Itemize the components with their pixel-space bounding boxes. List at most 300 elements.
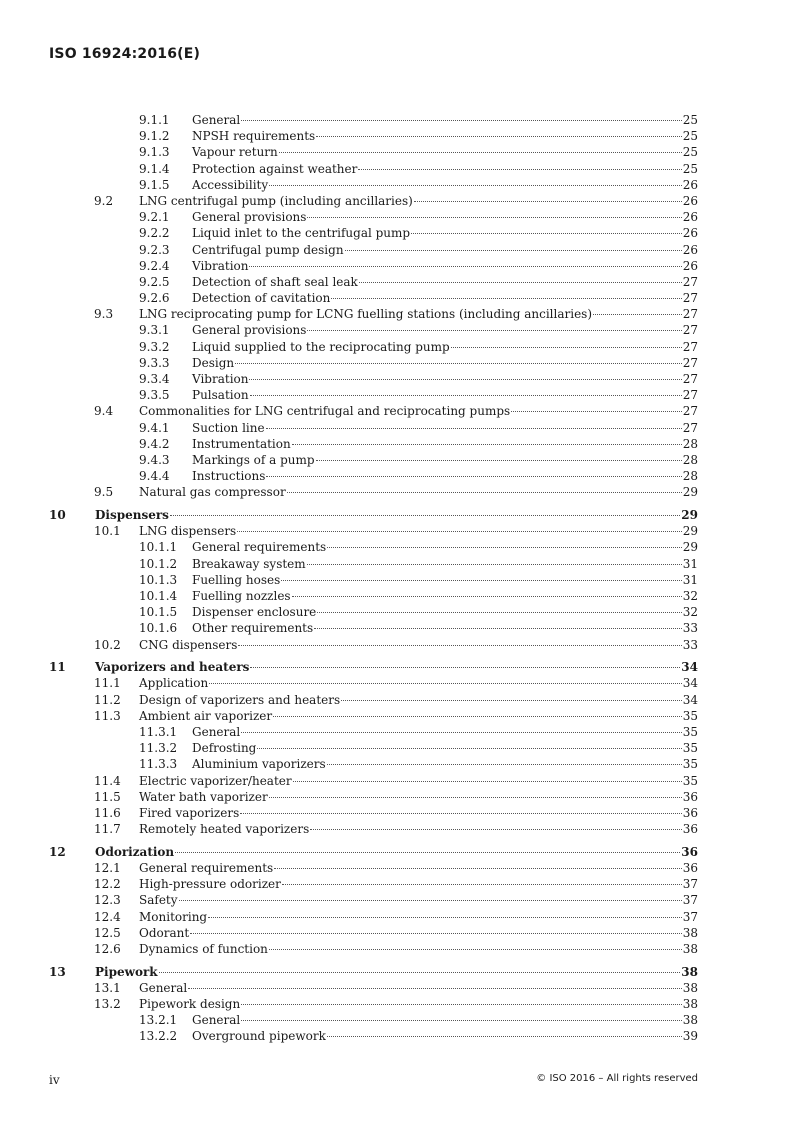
toc-entry[interactable] <box>0 996 793 1012</box>
toc-entry[interactable] <box>0 805 793 821</box>
toc-entry-number: 9.4.1 <box>139 420 170 435</box>
toc-entry-page: 25 <box>682 145 698 160</box>
dot-leader <box>241 1020 681 1021</box>
toc-entry-title: General <box>192 113 241 127</box>
toc-entry-page: 25 <box>682 161 698 176</box>
toc-entry-line <box>95 964 698 980</box>
dot-leader <box>282 884 682 885</box>
toc-entry-line <box>95 659 698 675</box>
toc-entry-page: 29 <box>682 540 698 555</box>
toc-entry-number: 10.1.3 <box>139 572 178 587</box>
toc-entry-title: Pipework design <box>139 996 241 1011</box>
toc-entry-line <box>139 805 698 821</box>
toc-entry[interactable] <box>0 708 793 724</box>
toc-entry-line <box>192 209 698 225</box>
toc-entry[interactable] <box>0 941 793 957</box>
dot-leader <box>266 428 682 429</box>
toc-entry-number: 9.5 <box>94 485 114 500</box>
toc-entry-line <box>139 523 698 539</box>
toc-entry[interactable] <box>0 789 793 805</box>
dot-leader <box>170 515 680 516</box>
toc-entry[interactable] <box>0 675 793 691</box>
toc-entry-title: Commonalities for LNG centrifugal and reciprocating pumps <box>139 404 511 419</box>
toc-entry-line <box>139 909 698 925</box>
toc-entry[interactable] <box>0 452 793 468</box>
dot-leader <box>269 797 682 798</box>
toc-entry-title: Application <box>139 676 209 691</box>
toc-entry-title: General provisions <box>192 210 307 225</box>
toc-entry-line <box>139 941 698 957</box>
toc-entry-line <box>139 980 698 996</box>
toc-entry-number: 9.3.1 <box>139 323 170 338</box>
toc-entry-page: 27 <box>682 404 698 419</box>
toc-entry-line <box>139 708 698 724</box>
toc-entry-title: Pipework <box>95 964 158 979</box>
dot-leader <box>179 900 682 901</box>
toc-entry[interactable] <box>0 322 793 338</box>
toc-entry[interactable] <box>0 468 793 484</box>
dot-leader <box>269 949 682 950</box>
toc-entry-page: 26 <box>682 177 698 192</box>
toc-entry-page: 38 <box>681 964 698 979</box>
toc-entry-line <box>192 339 698 355</box>
toc-entry[interactable] <box>0 209 793 225</box>
toc-entry[interactable] <box>0 177 793 193</box>
toc-entry-page: 38 <box>682 941 698 956</box>
toc-entry[interactable] <box>0 339 793 355</box>
toc-entry-number: 9.3 <box>94 307 114 322</box>
dot-leader <box>235 363 682 364</box>
toc-entry-title: General requirements <box>192 540 327 555</box>
toc-entry-number: 9.3.3 <box>139 355 170 370</box>
toc-entry-line <box>192 620 698 636</box>
toc-entry-page: 27 <box>682 339 698 354</box>
toc-entry[interactable] <box>0 355 793 371</box>
toc-entry-number: 11.3.3 <box>139 757 178 772</box>
dot-leader <box>241 1004 682 1005</box>
toc-entry[interactable] <box>0 821 793 837</box>
toc-entry-number: 13.1 <box>94 980 121 995</box>
toc-entry-page: 38 <box>682 1013 698 1028</box>
toc-entry[interactable] <box>0 980 793 996</box>
table-of-contents <box>0 112 793 1045</box>
toc-entry-page: 38 <box>682 996 698 1011</box>
toc-entry-title: Dispenser enclosure <box>192 605 317 620</box>
toc-entry-page: 36 <box>682 822 698 837</box>
dot-leader <box>159 972 681 973</box>
toc-entry[interactable] <box>0 144 793 160</box>
dot-leader <box>279 152 682 153</box>
toc-entry-number: 10.1.2 <box>139 556 178 571</box>
page-number: iv <box>49 1073 60 1087</box>
toc-entry-number: 11.6 <box>94 805 121 820</box>
toc-entry-number: 9.2.5 <box>139 274 170 289</box>
toc-entry[interactable] <box>0 572 793 588</box>
dot-leader <box>274 868 682 869</box>
toc-entry-line <box>192 225 698 241</box>
toc-entry-line <box>192 436 698 452</box>
toc-entry[interactable] <box>0 290 793 306</box>
toc-entry-title: Instructions <box>192 469 266 484</box>
toc-entry-number: 13.2.2 <box>139 1029 178 1044</box>
dot-leader <box>209 683 682 684</box>
dot-leader <box>266 476 681 477</box>
toc-entry-title: General <box>139 980 188 995</box>
toc-entry-line <box>192 177 698 193</box>
toc-entry-line <box>192 572 698 588</box>
toc-entry-line <box>192 1028 698 1044</box>
toc-entry-line <box>192 588 698 604</box>
toc-entry[interactable] <box>0 724 793 740</box>
toc-entry-title: Markings of a pump <box>192 452 315 467</box>
toc-entry[interactable] <box>0 909 793 925</box>
toc-entry-page: 27 <box>682 323 698 338</box>
toc-entry-title: Other requirements <box>192 621 314 636</box>
toc-entry-number: 11.5 <box>94 789 121 804</box>
toc-entry-line <box>139 860 698 876</box>
toc-entry-page: 26 <box>682 258 698 273</box>
toc-entry-page: 31 <box>682 556 698 571</box>
toc-entry-title: LNG dispensers <box>139 524 237 539</box>
toc-entry-title: Pulsation <box>192 388 249 403</box>
toc-entry[interactable] <box>0 539 793 555</box>
dot-leader <box>190 933 682 934</box>
toc-entry-number: 9.1.5 <box>139 177 170 192</box>
dot-leader <box>316 460 682 461</box>
dot-leader <box>411 233 682 234</box>
toc-entry-number: 12.2 <box>94 877 121 892</box>
toc-entry[interactable] <box>0 620 793 636</box>
toc-entry-line <box>139 484 698 500</box>
copyright-notice: © ISO 2016 – All rights reserved <box>536 1073 698 1084</box>
toc-entry-number: 11.4 <box>94 773 121 788</box>
toc-entry-title: Defrosting <box>192 741 257 756</box>
toc-entry-page: 28 <box>682 436 698 451</box>
toc-entry[interactable] <box>0 306 793 322</box>
toc-entry-line <box>192 242 698 258</box>
toc-entry-number: 9.3.5 <box>139 388 170 403</box>
toc-entry[interactable] <box>0 420 793 436</box>
toc-entry[interactable] <box>0 637 793 653</box>
toc-entry-title: Fuelling nozzles <box>192 588 291 603</box>
toc-entry[interactable] <box>0 242 793 258</box>
toc-entry-number: 11 <box>49 660 66 675</box>
toc-entry-line <box>139 925 698 941</box>
toc-entry-page: 26 <box>682 193 698 208</box>
toc-entry[interactable] <box>0 225 793 241</box>
toc-entry-number: 10.1.6 <box>139 621 178 636</box>
toc-entry-page: 25 <box>682 129 698 144</box>
toc-entry-page: 33 <box>682 637 698 652</box>
toc-entry-title: Design <box>192 355 235 370</box>
toc-entry[interactable] <box>0 588 793 604</box>
toc-entry-line <box>192 1012 698 1028</box>
dot-leader <box>273 716 682 717</box>
toc-entry[interactable] <box>0 740 793 756</box>
toc-entry-number: 9.3.4 <box>139 372 170 386</box>
toc-entry-title: High-pressure odorizer <box>139 877 281 892</box>
dot-leader <box>341 700 682 701</box>
toc-entry[interactable] <box>0 112 793 128</box>
toc-entry-title: Fired vaporizers <box>139 805 240 820</box>
toc-entry-page: 26 <box>682 242 698 257</box>
toc-entry[interactable] <box>0 876 793 892</box>
dot-leader <box>414 201 682 202</box>
toc-entry-line <box>192 161 698 177</box>
toc-entry-number: 9.2.2 <box>139 226 170 241</box>
dot-leader <box>316 136 682 137</box>
dot-leader <box>327 764 682 765</box>
document-id: ISO 16924:2016(E) <box>49 46 201 62</box>
toc-entry-title: General <box>192 724 241 739</box>
toc-entry-title: Detection of shaft seal leak <box>192 274 358 289</box>
toc-entry-page: 33 <box>682 621 698 636</box>
dot-leader <box>327 547 682 548</box>
dot-leader <box>241 732 681 733</box>
toc-entry-line <box>139 876 698 892</box>
toc-entry[interactable] <box>0 860 793 876</box>
toc-entry-line <box>192 144 698 160</box>
dot-leader <box>240 813 681 814</box>
toc-entry-title: Dynamics of function <box>139 941 268 956</box>
toc-entry-title: NPSH requirements <box>192 129 316 144</box>
toc-entry-page: 36 <box>681 844 698 859</box>
toc-entry[interactable] <box>0 756 793 772</box>
toc-entry-number: 12.6 <box>94 941 121 956</box>
toc-entry-line <box>192 274 698 290</box>
toc-entry-number: 10.1.4 <box>139 588 178 603</box>
toc-entry[interactable] <box>0 274 793 290</box>
toc-entry-line <box>139 773 698 789</box>
toc-entry-number: 11.2 <box>94 692 121 707</box>
toc-entry-number: 11.7 <box>94 822 121 837</box>
toc-entry-line <box>139 996 698 1012</box>
toc-entry-page: 35 <box>682 724 698 739</box>
toc-entry-page: 37 <box>682 893 698 908</box>
toc-entry-number: 9.1.4 <box>139 161 170 176</box>
toc-entry[interactable] <box>0 1012 793 1028</box>
toc-entry-page: 27 <box>682 307 698 322</box>
toc-chapter-entry[interactable] <box>0 507 793 523</box>
toc-entry-page: 37 <box>682 909 698 924</box>
toc-entry[interactable] <box>0 1028 793 1044</box>
toc-entry-line <box>139 821 698 837</box>
toc-entry-number: 10.1 <box>94 524 121 539</box>
toc-entry-number: 9.2.3 <box>139 242 170 257</box>
toc-entry-title: Vibration <box>192 372 249 386</box>
toc-entry-number: 13 <box>49 964 66 979</box>
toc-entry[interactable] <box>0 193 793 209</box>
toc-entry[interactable] <box>0 371 793 387</box>
toc-entry-title: Remotely heated vaporizers <box>139 822 310 837</box>
toc-entry-number: 12.1 <box>94 860 121 875</box>
dot-leader <box>511 411 682 412</box>
toc-entry-number: 9.2.6 <box>139 291 170 306</box>
toc-entry-line <box>192 740 698 756</box>
toc-entry-page: 27 <box>682 274 698 289</box>
toc-entry-number: 13.2 <box>94 996 121 1011</box>
toc-entry-title: General requirements <box>139 860 274 875</box>
toc-entry[interactable] <box>0 692 793 708</box>
toc-entry-number: 9.2.1 <box>139 210 170 225</box>
toc-entry-number: 9.4.3 <box>139 452 170 467</box>
toc-entry-line <box>192 355 698 371</box>
toc-entry-number: 11.3 <box>94 708 121 723</box>
toc-chapter-entry[interactable] <box>0 844 793 860</box>
toc-entry-title: Safety <box>139 893 178 908</box>
toc-entry-page: 29 <box>681 508 698 522</box>
toc-entry-number: 9.2 <box>94 193 114 208</box>
toc-entry-title: Odorization <box>95 844 175 859</box>
toc-entry-number: 9.3.2 <box>139 339 170 354</box>
toc-entry-line <box>95 844 698 860</box>
toc-entry-page: 35 <box>682 757 698 772</box>
toc-entry-line <box>192 112 698 128</box>
dot-leader <box>293 781 682 782</box>
toc-entry-page: 35 <box>682 708 698 723</box>
toc-entry-number: 12.4 <box>94 909 121 924</box>
toc-entry-line <box>139 789 698 805</box>
toc-entry-title: Accessibility <box>192 177 269 192</box>
toc-entry-title: General provisions <box>192 323 307 338</box>
toc-entry[interactable] <box>0 892 793 908</box>
toc-entry-line <box>139 193 698 209</box>
toc-entry-title: Liquid supplied to the reciprocating pump <box>192 339 450 354</box>
dot-leader <box>358 169 681 170</box>
toc-entry-number: 11.3.2 <box>139 741 178 756</box>
toc-entry-title: General <box>192 1013 241 1028</box>
dot-leader <box>307 330 681 331</box>
toc-entry[interactable] <box>0 403 793 419</box>
toc-entry-number: 10.1.1 <box>139 540 178 555</box>
toc-chapter-entry[interactable] <box>0 659 793 675</box>
toc-entry-page: 31 <box>682 572 698 587</box>
toc-entry-page: 36 <box>682 805 698 820</box>
toc-entry-page: 39 <box>682 1029 698 1044</box>
toc-entry[interactable] <box>0 436 793 452</box>
toc-entry-title: Suction line <box>192 420 265 435</box>
toc-entry-page: 32 <box>682 605 698 620</box>
toc-entry-number: 12 <box>49 844 66 859</box>
toc-entry-number: 12.3 <box>94 893 121 908</box>
toc-entry-page: 38 <box>682 925 698 940</box>
toc-entry-line <box>139 637 698 653</box>
toc-entry-page: 27 <box>682 388 698 403</box>
toc-entry-line <box>192 604 698 620</box>
toc-entry-number: 9.4.4 <box>139 469 170 484</box>
dot-leader <box>188 988 681 989</box>
dot-leader <box>241 120 681 121</box>
toc-entry-line <box>192 371 698 387</box>
dot-leader <box>257 748 681 749</box>
dot-leader <box>451 347 682 348</box>
toc-entry-title: Protection against weather <box>192 161 358 176</box>
toc-entry-page: 36 <box>682 860 698 875</box>
dot-leader <box>292 596 682 597</box>
toc-entry-line <box>192 452 698 468</box>
toc-entry-number: 9.1.1 <box>139 113 170 127</box>
dot-leader <box>208 917 682 918</box>
toc-entry-number: 13.2.1 <box>139 1013 178 1028</box>
toc-entry[interactable] <box>0 925 793 941</box>
toc-chapter-entry[interactable] <box>0 964 793 980</box>
dot-leader <box>310 829 681 830</box>
toc-entry-title: Monitoring <box>139 909 208 924</box>
toc-entry-title: Design of vaporizers and heaters <box>139 692 341 707</box>
toc-entry-number: 10 <box>49 508 66 522</box>
toc-entry-line <box>192 290 698 306</box>
toc-entry[interactable] <box>0 523 793 539</box>
toc-entry-number: 9.4.2 <box>139 436 170 451</box>
dot-leader <box>250 667 680 668</box>
dot-leader <box>292 444 682 445</box>
dot-leader <box>331 298 681 299</box>
toc-entry[interactable] <box>0 556 793 572</box>
toc-entry-title: Water bath vaporizer <box>139 789 268 804</box>
toc-entry-line <box>192 756 698 772</box>
toc-entry-title: LNG centrifugal pump (including ancillaries) <box>139 193 413 208</box>
toc-entry-line <box>192 322 698 338</box>
toc-entry-page: 29 <box>682 524 698 539</box>
toc-entry-title: Fuelling hoses <box>192 572 281 587</box>
toc-entry-title: Electric vaporizer/heater <box>139 773 292 788</box>
toc-entry-line <box>192 420 698 436</box>
toc-entry[interactable] <box>0 484 793 500</box>
dot-leader <box>317 612 681 613</box>
dot-leader <box>287 492 682 493</box>
toc-entry[interactable] <box>0 387 793 403</box>
toc-entry-page: 27 <box>682 291 698 306</box>
dot-leader <box>345 250 682 251</box>
toc-entry-page: 34 <box>682 692 698 707</box>
toc-entry[interactable] <box>0 604 793 620</box>
toc-entry[interactable] <box>0 773 793 789</box>
toc-entry-page: 36 <box>682 789 698 804</box>
dot-leader <box>249 266 681 267</box>
dot-leader <box>238 645 681 646</box>
dot-leader <box>314 628 682 629</box>
dot-leader <box>593 314 682 315</box>
toc-entry-title: Vibration <box>192 258 249 273</box>
toc-entry[interactable] <box>0 258 793 274</box>
toc-entry-line <box>139 675 698 691</box>
toc-entry-title: Natural gas compressor <box>139 485 286 500</box>
toc-entry-page: 37 <box>682 877 698 892</box>
toc-entry-title: Overground pipework <box>192 1029 326 1044</box>
toc-entry-page: 32 <box>682 588 698 603</box>
toc-entry[interactable] <box>0 128 793 144</box>
toc-entry-number: 12.5 <box>94 925 121 940</box>
toc-entry-line <box>139 892 698 908</box>
toc-entry-number: 10.2 <box>94 637 121 652</box>
toc-entry-number: 9.2.4 <box>139 258 170 273</box>
toc-entry-page: 34 <box>681 660 698 675</box>
toc-entry-line <box>192 128 698 144</box>
toc-entry-title: Odorant <box>139 925 190 940</box>
dot-leader <box>175 852 680 853</box>
toc-entry-page: 27 <box>682 355 698 370</box>
toc-entry-line <box>192 468 698 484</box>
dot-leader <box>250 395 682 396</box>
toc-entry-line <box>139 403 698 419</box>
toc-entry-page: 25 <box>682 113 698 127</box>
dot-leader <box>269 185 682 186</box>
toc-entry-line <box>139 692 698 708</box>
toc-entry-title: Breakaway system <box>192 556 306 571</box>
toc-entry-page: 28 <box>682 469 698 484</box>
toc-entry[interactable] <box>0 161 793 177</box>
toc-entry-page: 26 <box>682 226 698 241</box>
